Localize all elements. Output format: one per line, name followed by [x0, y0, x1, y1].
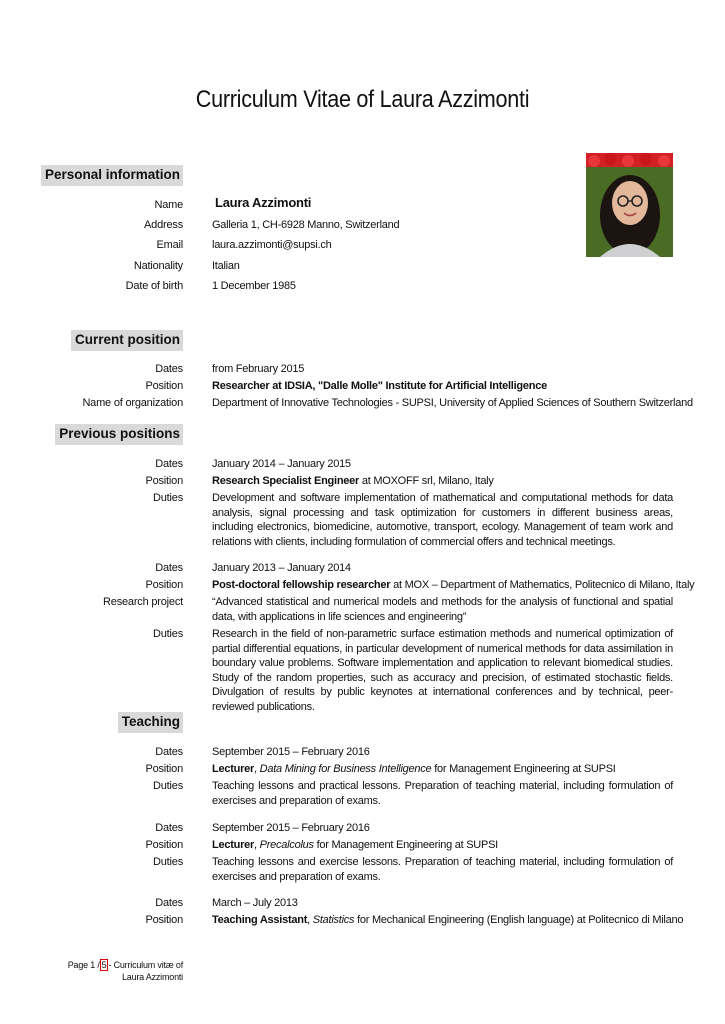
address-value: Galleria 1, CH-6928 Manno, Switzerland — [212, 219, 400, 231]
teach1-course: Data Mining for Business Intelligence — [259, 763, 432, 775]
teach1-dates-value: September 2015 – February 2016 — [212, 746, 370, 758]
prev2-project-value: “Advanced statistical and numerical models and methods for the analysis of functional and spatial data, with applications in life sciences and engineering” — [212, 596, 673, 623]
teach3-dates-value: March – July 2013 — [212, 897, 298, 909]
prev2-duties-value: Research in the field of non-parametric surface estimation methods and numerical optimization of partial differential equations, in particular development of numerical methods for data assimilation in boundary value problems. Software implementation and application to relevant biomedical studies. Study of the random properties, such as accuracy and precision, of estimated stochastic fields. Divulgation of results by public keynotes at international conferences and by technical, peer-reviewed publications. — [212, 628, 673, 713]
current-position-value: Researcher at IDSIA, "Dalle Molle" Institute for Artificial Intelligence — [212, 380, 547, 392]
footer-line1 — [68, 960, 183, 972]
prev1-position-value — [212, 474, 673, 489]
teach2-program: for Management Engineering at SUPSI — [313, 839, 498, 851]
teach3-sep: , — [307, 914, 313, 926]
nationality-value: Italian — [212, 260, 240, 272]
prev1-position-employer: at MOXOFF srl, Milano, Italy — [359, 475, 494, 487]
section-heading-current: Current position — [71, 330, 183, 351]
teach3-role: Teaching Assistant — [212, 914, 308, 926]
email-value[interactable]: laura.azzimonti@supsi.ch — [212, 239, 332, 251]
prev1-duties-value: Development and software implementation of mathematical and computational methods for data analysis, signal processing and task optimization for customers in different business areas, including electronics, biomedicine, automotive, transport, ecology. Management of team work and relations with clients, including formulation of commercial offers and technical meetings. — [212, 492, 673, 548]
teach2-role: Lecturer — [212, 839, 255, 851]
page-total-link[interactable]: 5 — [101, 960, 107, 970]
current-org-value: Department of Innovative Technologies - SUPSI, University of Applied Sciences of Southern Switzerland — [212, 397, 693, 409]
prev2-position-title: Post-doctoral fellowship researcher — [212, 579, 391, 591]
current-dates-label: Dates — [155, 363, 183, 375]
teach3-course: Statistics — [312, 914, 355, 926]
teach3-dates-label: Dates — [155, 897, 183, 909]
name-label: Name — [154, 199, 183, 211]
teach2-position-value — [212, 838, 673, 853]
address-label: Address — [144, 219, 183, 231]
teach2-duties-value: Teaching lessons and exercise lessons. Preparation of teaching material, including formulation of exercises and preparation of exams. — [212, 856, 673, 883]
teach2-dates-value: September 2015 – February 2016 — [212, 822, 370, 834]
prev1-dates-label: Dates — [155, 458, 183, 470]
teach1-sep: , — [254, 763, 260, 775]
dob-value: 1 December 1985 — [212, 280, 296, 292]
teach3-program: for Mechanical Engineering (English language) at Politecnico di Milano — [354, 914, 684, 926]
prev2-position-label: Position — [145, 579, 183, 591]
teach2-duties-label: Duties — [153, 856, 183, 868]
prev1-duties-label: Duties — [153, 492, 183, 504]
page-footer — [68, 960, 183, 983]
current-dates-value: from February 2015 — [212, 363, 305, 375]
teach2-dates-label: Dates — [155, 822, 183, 834]
email-label: Email — [156, 239, 183, 251]
nationality-label: Nationality — [133, 260, 183, 272]
footer-page-suffix: - Curriculum vitæ of — [108, 960, 183, 970]
page-title: Curriculum Vitae of Laura Azzimonti — [195, 86, 530, 113]
teach1-position-value — [212, 762, 673, 777]
prev1-position-title: Research Specialist Engineer — [212, 475, 360, 487]
dob-label: Date of birth — [125, 280, 183, 292]
teach2-sep: , — [254, 839, 260, 851]
teach3-position-value — [212, 913, 684, 928]
teach1-duties-label: Duties — [153, 780, 183, 792]
prev2-dates-label: Dates — [155, 562, 183, 574]
prev2-position-employer: at MOX – Department of Mathematics, Politecnico di Milano, Italy — [390, 579, 695, 591]
teach1-position-label: Position — [145, 763, 183, 775]
teach3-position-label: Position — [145, 914, 183, 926]
prev2-duties-label: Duties — [153, 628, 183, 640]
footer-line2: Laura Azzimonti — [121, 971, 183, 982]
name-value: Laura Azzimonti — [215, 195, 312, 210]
prev2-dates-value: January 2013 – January 2014 — [212, 562, 351, 574]
current-position-label: Position — [145, 380, 183, 392]
prev1-dates-value: January 2014 – January 2015 — [212, 458, 351, 470]
teach2-position-label: Position — [145, 839, 183, 851]
teach1-dates-label: Dates — [155, 746, 183, 758]
teach2-course: Precalcolus — [259, 839, 314, 851]
footer-page-prefix: Page 1 / — [67, 960, 100, 970]
prev1-position-label: Position — [145, 475, 183, 487]
prev2-position-value — [212, 578, 695, 593]
teach1-role: Lecturer — [212, 763, 255, 775]
profile-photo — [586, 153, 673, 257]
current-org-label: Name of organization — [82, 397, 183, 409]
prev2-project-label: Research project — [103, 596, 183, 608]
teach1-program: for Management Engineering at SUPSI — [431, 763, 616, 775]
section-heading-personal: Personal information — [41, 165, 183, 186]
section-heading-teaching: Teaching — [118, 712, 183, 733]
section-heading-previous: Previous positions — [55, 424, 183, 445]
teach1-duties-value: Teaching lessons and practical lessons. Preparation of teaching material, including formulation of exercises and preparation of exams. — [212, 780, 673, 807]
